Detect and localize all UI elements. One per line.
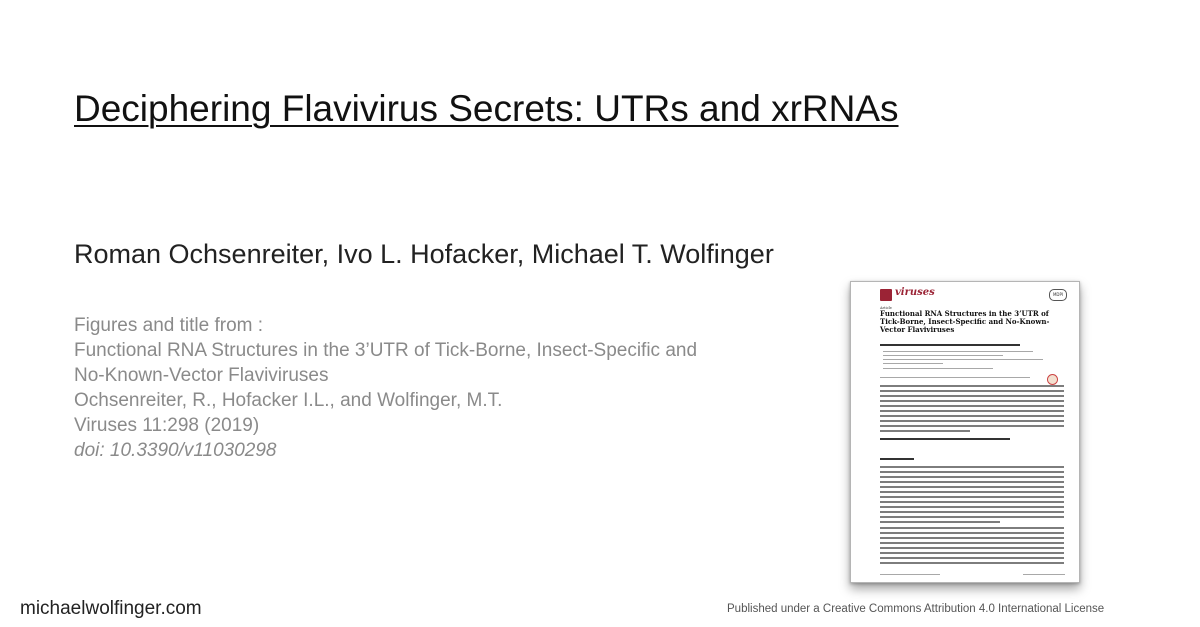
- paper-text-line: [880, 491, 1064, 493]
- source-line: Ochsenreiter, R., Hofacker I.L., and Wolfinger, M.T.: [74, 390, 503, 411]
- source-line: Functional RNA Structures in the 3’UTR of Tick-Borne, Insect-Specific and: [74, 340, 698, 361]
- paper-text-line: [880, 430, 970, 432]
- paper-text-line: [883, 363, 943, 364]
- paper-text-line: [880, 496, 1064, 498]
- paper-text-line: [880, 415, 1064, 417]
- paper-text-line: [880, 420, 1064, 422]
- slide-title: Deciphering Flavivirus Secrets: UTRs and xrRNAs: [74, 88, 899, 129]
- paper-text-line: [880, 542, 1064, 544]
- author-list: Roman Ochsenreiter, Ivo L. Hofacker, Michael T. Wolfinger: [74, 239, 774, 269]
- paper-text-line: [880, 552, 1064, 554]
- paper-text-line: [883, 359, 1043, 360]
- doi-link[interactable]: doi: 10.3390/v11030298: [74, 440, 277, 461]
- source-line: Figures and title from :: [74, 315, 264, 336]
- publisher-logo: MDPI: [1049, 289, 1067, 301]
- paper-text-line: [880, 466, 1064, 468]
- paper-text-line: [880, 511, 1064, 513]
- check-for-updates-icon: [1047, 374, 1058, 385]
- paper-text-line: [880, 385, 1064, 387]
- website-link[interactable]: michaelwolfinger.com: [20, 598, 202, 619]
- journal-logo-icon: [880, 289, 892, 301]
- paper-thumbnail: [850, 281, 1080, 583]
- paper-text-line: [880, 527, 1064, 529]
- paper-text-line: [880, 481, 1064, 483]
- paper-text-line: [880, 476, 1064, 478]
- paper-footer-line: [880, 574, 940, 575]
- paper-authors-line: [880, 344, 1020, 346]
- paper-text-line: [880, 521, 1000, 523]
- paper-text-line: [880, 438, 1010, 440]
- paper-text-line: [880, 557, 1064, 559]
- paper-text-line: [880, 547, 1064, 549]
- paper-text-line: [880, 486, 1064, 488]
- paper-text-line: [880, 516, 1064, 518]
- source-citation: [74, 313, 697, 463]
- paper-text-line: [883, 368, 993, 369]
- paper-text-line: [880, 377, 1030, 378]
- paper-text-line: [883, 355, 1003, 356]
- paper-text-line: [880, 410, 1064, 412]
- journal-name: viruses: [895, 287, 935, 298]
- paper-text-line: [880, 532, 1064, 534]
- paper-text-line: [880, 501, 1064, 503]
- paper-text-line: [880, 425, 1064, 427]
- paper-footer-line: [1023, 574, 1065, 575]
- paper-text-line: [880, 471, 1064, 473]
- paper-text-line: [883, 351, 1033, 352]
- paper-text-line: [880, 506, 1064, 508]
- article-type: Article: [880, 306, 892, 310]
- paper-text-line: [880, 405, 1064, 407]
- paper-text-line: [880, 537, 1064, 539]
- paper-text-line: [880, 562, 1064, 564]
- paper-text-line: [880, 400, 1064, 402]
- paper-text-line: [880, 395, 1064, 397]
- source-line: No-Known-Vector Flaviviruses: [74, 365, 329, 386]
- paper-title: Functional RNA Structures in the 3’UTR of Tick-Borne, Insect-Specific and No-Known-Vector Flaviviruses: [880, 309, 1050, 334]
- paper-text-line: [880, 390, 1064, 392]
- source-line: Viruses 11:298 (2019): [74, 415, 260, 436]
- paper-text-line: [880, 458, 914, 460]
- license-note: Published under a Creative Commons Attribution 4.0 International License: [727, 603, 1105, 615]
